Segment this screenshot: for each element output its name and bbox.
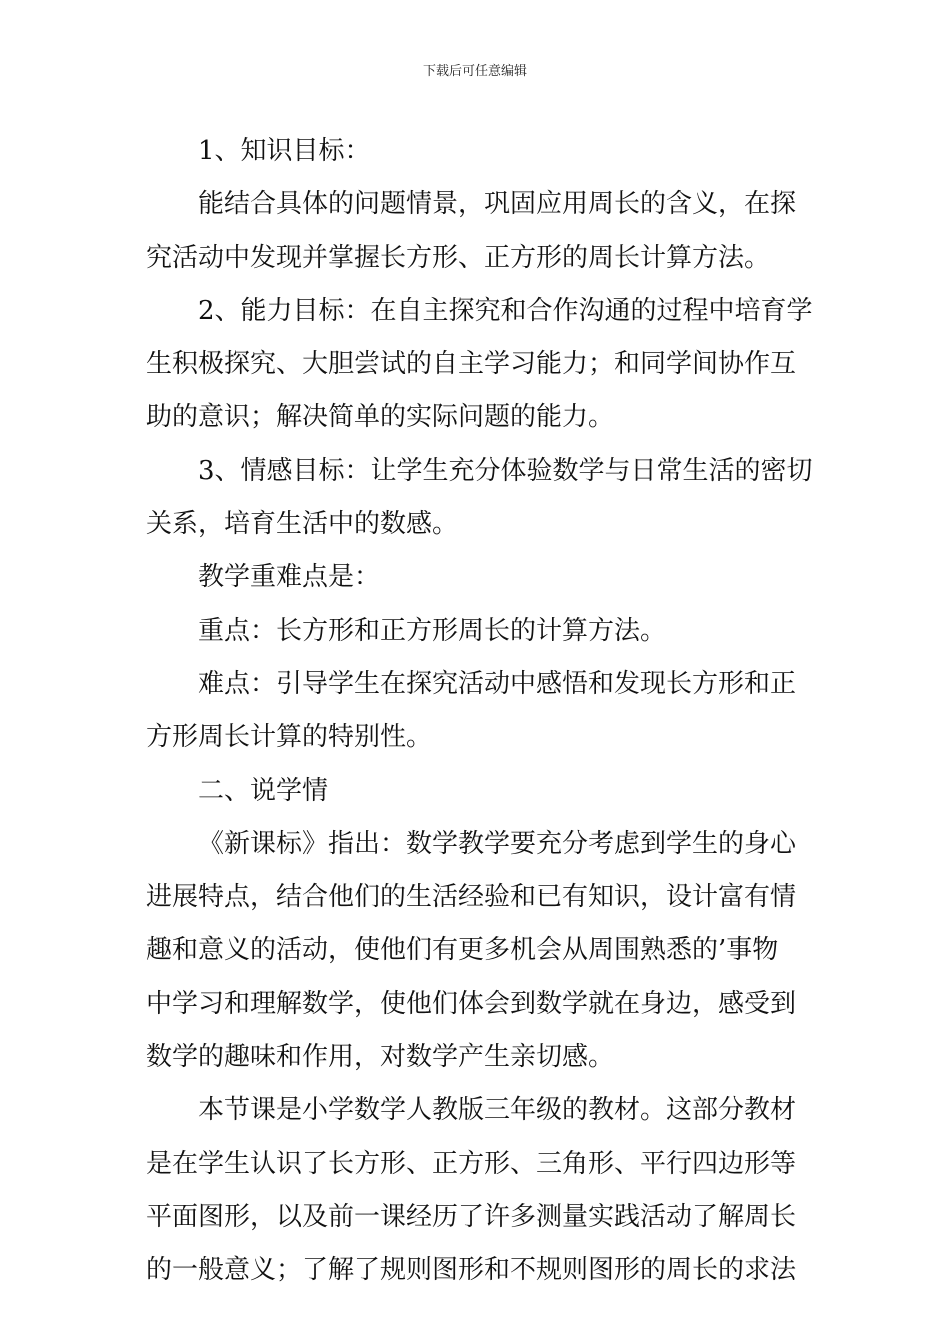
paragraph [146,605,810,658]
text-line: 趣和意义的活动，使他们有更多机会从周围熟悉的’事物 [146,935,779,966]
text-line: 究活动中发现并掌握长方形、正方形的周长计算方法。 [146,242,771,273]
text-line: 进展特点，结合他们的生活经验和已有知识，设计富有情 [146,882,797,913]
text-line: 能结合具体的问题情景，巩固应用周长的含义，在探 [198,189,797,220]
text-line: 2、能力目标：在自主探究和合作沟通的过程中培育学 [198,295,813,326]
page-header: 下载后可任意编辑 [422,64,527,79]
text-line: 生积极探究、大胆尝试的自主学习能力；和同学间协作互 [146,349,797,380]
text-line: 数学的趣味和作用，对数学产生亲切感。 [146,1042,615,1073]
text-line: 1、知识目标： [198,136,371,166]
paragraph [146,658,810,765]
paragraph [146,818,810,1084]
text-line: 教学重难点是： [198,562,381,593]
text-line: 的一般意义；了解了规则图形和不规则图形的周长的求法 [146,1255,797,1286]
document-body [146,125,813,1298]
paragraph [146,178,810,285]
paragraph [146,445,813,552]
text-line: 方形周长计算的特别性。 [146,722,433,753]
paragraph [146,285,813,445]
paragraph [146,551,810,604]
paragraph [146,125,810,178]
text-line: 关系，培育生活中的数感。 [146,509,459,540]
paragraph [146,1084,810,1297]
text-line: 二、说学情 [198,775,329,806]
text-line: 是在学生认识了长方形、正方形、三角形、平行四边形等 [146,1148,797,1179]
text-line: 3、情感目标：让学生充分体验数学与日常生活的密切 [198,455,813,486]
text-line: 重点：长方形和正方形周长的计算方法。 [198,615,667,646]
text-line: 《新课标》指出：数学教学要充分考虑到学生的身心 [198,828,797,859]
text-line: 助的意识；解决简单的实际问题的能力。 [146,402,615,433]
text-line: 平面图形，以及前一课经历了许多测量实践活动了解周长 [146,1201,797,1232]
text-line: 难点：引导学生在探究活动中感悟和发现长方形和正 [198,668,797,699]
text-line: 本节课是小学数学人教版三年级的教材。这部分教材 [198,1095,797,1126]
paragraph [146,765,810,818]
text-line: 中学习和理解数学，使他们体会到数学就在身边，感受到 [146,988,797,1019]
